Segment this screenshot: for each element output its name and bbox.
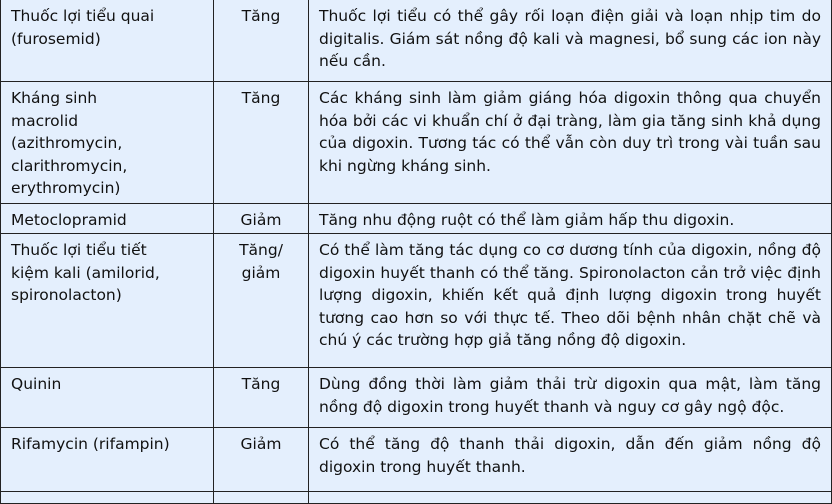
note-cell: Thuốc lợi tiểu có thể gây rối loạn điện giải và loạn nhịp tim do digitalis. Giám sát nồng độ kali và magnesi, bổ sung các ion này nếu cần.	[309, 0, 832, 82]
effect-cell: Giảm	[214, 204, 309, 234]
note-cell: Có thể làm tăng tác dụng co cơ dương tính của digoxin, nồng độ digoxin huyết thanh có thể tăng. Spironolacton cản trở việc định lượng digoxin, khiến kết quả định lượng digoxin trong huyết tương cao hơn so với thực tế. Theo dõi bệnh nhân chặt chẽ và chú ý các trường hợp giả tăng nồng độ digoxin.	[309, 234, 832, 368]
drug-name-cell: Quinin	[1, 368, 214, 428]
effect-cell: Tăng	[214, 82, 309, 204]
table-row	[1, 368, 832, 428]
table-row-partial	[1, 492, 832, 504]
empty-cell	[214, 492, 309, 504]
table-row	[1, 428, 832, 492]
drug-name-cell: Metoclopramid	[1, 204, 214, 234]
drug-name-cell: Rifamycin (rifampin)	[1, 428, 214, 492]
table-row	[1, 234, 832, 368]
drug-name-cell: Thuốc lợi tiểu quai (furosemid)	[1, 0, 214, 82]
drug-name-cell: Kháng sinh macrolid (azithromycin, clarithromycin, erythromycin)	[1, 82, 214, 204]
table-row	[1, 82, 832, 204]
effect-cell: Tăng/ giảm	[214, 234, 309, 368]
effect-cell: Tăng	[214, 0, 309, 82]
empty-cell	[309, 492, 832, 504]
empty-cell	[1, 492, 214, 504]
effect-cell: Tăng	[214, 368, 309, 428]
table-row	[1, 204, 832, 234]
note-cell: Tăng nhu động ruột có thể làm giảm hấp thu digoxin.	[309, 204, 832, 234]
drug-name-cell: Thuốc lợi tiểu tiết kiệm kali (amilorid, spironolacton)	[1, 234, 214, 368]
effect-cell: Giảm	[214, 428, 309, 492]
note-cell: Dùng đồng thời làm giảm thải trừ digoxin qua mật, làm tăng nồng độ digoxin trong huyết thanh và nguy cơ gây ngộ độc.	[309, 368, 832, 428]
note-cell: Có thể tăng độ thanh thải digoxin, dẫn đến giảm nồng độ digoxin trong huyết thanh.	[309, 428, 832, 492]
note-cell: Các kháng sinh làm giảm giáng hóa digoxin thông qua chuyển hóa bởi các vi khuẩn chí ở đại tràng, làm gia tăng sinh khả dụng của digoxin. Tương tác có thể vẫn còn duy trì trong vài tuần sau khi ngừng kháng sinh.	[309, 82, 832, 204]
table-row	[1, 0, 832, 82]
